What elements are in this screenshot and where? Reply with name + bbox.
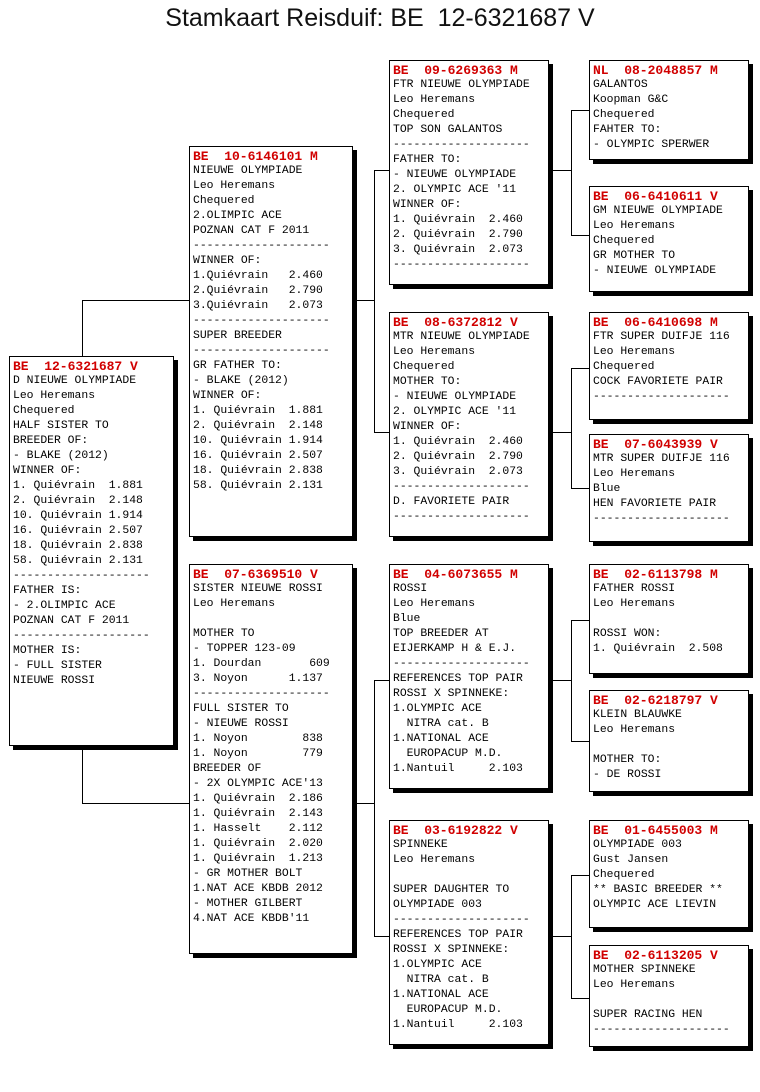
pigeon-card-father-mother-father: [589, 312, 749, 420]
card-text-line: - BLAKE (2012): [193, 375, 289, 387]
connector-line: [571, 620, 589, 621]
card-text-line: 2. OLYMPIC ACE '11: [393, 184, 517, 196]
card-text-line: 1.NAT ACE KBDB 2012: [193, 883, 323, 895]
card-text-line: Chequered: [593, 869, 655, 881]
card-text-line: - DE ROSSI: [593, 769, 662, 781]
card-text-line: FULL SISTER TO: [193, 703, 289, 715]
card-text-line: - 2.OLIMPIC ACE: [13, 600, 116, 612]
card-text-line: - NIEUWE OLYMPIADE: [593, 265, 717, 277]
ring-number: BE 06-6410611 V: [593, 189, 718, 204]
card-text-line: ROSSI X SPINNEKE:: [393, 688, 510, 700]
connector-line: [571, 620, 572, 742]
card-text-line: HEN FAVORIETE PAIR: [593, 498, 717, 510]
card-text-line: 1.Nantuil 2.103: [393, 763, 523, 775]
card-text-line: 1. Quiévrain 2.460: [393, 214, 523, 226]
card-text-line: 1. Quiévrain 1.881: [13, 480, 143, 492]
card-text-line: Gust Jansen: [593, 854, 669, 866]
pigeon-card-mother-mother: [389, 820, 549, 1045]
card-text-line: 1. Quiévrain 2.460: [393, 436, 523, 448]
card-text-line: FATHER TO:: [393, 154, 462, 166]
card-text-line: MTR NIEUWE OLYMPIADE: [393, 331, 530, 343]
card-text-line: 10. Quiévrain 1.914: [13, 510, 143, 522]
card-text-line: Leo Heremans: [593, 220, 676, 232]
card-text-line: SPINNEKE: [393, 839, 448, 851]
card-text-line: MOTHER IS:: [13, 645, 82, 657]
card-text-line: - MOTHER GILBERT: [193, 898, 303, 910]
separator-line: --------------------: [393, 914, 530, 926]
card-text-line: - NIEUWE ROSSI: [193, 718, 289, 730]
connector-line: [374, 170, 375, 433]
card-text-line: Leo Heremans: [393, 346, 476, 358]
card-text-line: GALANTOS: [593, 79, 648, 91]
card-text-line: - OLYMPIC SPERWER: [593, 139, 710, 151]
card-text-line: NITRA cat. B: [393, 974, 489, 986]
card-text-line: Leo Heremans: [593, 346, 676, 358]
connector-line: [571, 110, 589, 111]
card-text-line: D NIEUWE OLYMPIADE: [13, 375, 137, 387]
connector-line: [549, 170, 572, 171]
card-text-line: 1.Nantuil 2.103: [393, 1019, 523, 1031]
connector-line: [82, 300, 189, 301]
card-text-line: NITRA cat. B: [393, 718, 489, 730]
card-text-line: Blue: [593, 483, 621, 495]
connector-line: [374, 170, 389, 171]
card-text-line: 1. Quiévrain 2.143: [193, 808, 323, 820]
card-text-line: Leo Heremans: [193, 180, 276, 192]
card-text-line: HALF SISTER TO: [13, 420, 109, 432]
card-text-line: POZNAN CAT F 2011: [13, 615, 130, 627]
card-text-line: 16. Quiévrain 2.507: [193, 450, 323, 462]
ring-number: BE 07-6043939 V: [593, 437, 718, 452]
card-text-line: Leo Heremans: [593, 724, 676, 736]
ring-number: BE 08-6372812 V: [393, 315, 518, 330]
connector-line: [571, 488, 589, 489]
card-text-line: 2. Quiévrain 2.790: [393, 229, 523, 241]
card-text-line: Chequered: [393, 109, 455, 121]
connector-line: [571, 235, 589, 236]
card-text-line: 1.NATIONAL ACE: [393, 733, 489, 745]
card-text-line: FATHER ROSSI: [593, 583, 676, 595]
separator-line: --------------------: [193, 315, 330, 327]
card-text-line: 2. Quiévrain 2.790: [393, 451, 523, 463]
card-text-line: ROSSI WON:: [593, 628, 662, 640]
card-text-line: Chequered: [193, 195, 255, 207]
card-text-line: Koopman G&C: [593, 94, 669, 106]
card-text-line: WINNER OF:: [193, 255, 262, 267]
card-text-line: Leo Heremans: [593, 468, 676, 480]
card-text-line: 1. Quiévrain 2.020: [193, 838, 323, 850]
card-text-line: Chequered: [13, 405, 75, 417]
connector-line: [374, 432, 389, 433]
card-text-line: WINNER OF:: [193, 390, 262, 402]
card-text-line: 1.NATIONAL ACE: [393, 989, 489, 1001]
pigeon-card-mother: [189, 564, 353, 954]
card-text-line: FTR SUPER DUIFJE 116: [593, 331, 730, 343]
card-text-line: [593, 612, 745, 627]
ring-number: BE 10-6146101 M: [193, 149, 318, 164]
card-text-line: Leo Heremans: [593, 979, 676, 991]
connector-line: [353, 300, 375, 301]
ring-number: BE 03-6192822 V: [393, 823, 518, 838]
card-text-line: FAHTER TO:: [593, 124, 662, 136]
card-text-line: BREEDER OF: [193, 763, 262, 775]
card-text-line: OLYMPIADE 003: [393, 899, 482, 911]
card-text-line: Leo Heremans: [393, 598, 476, 610]
separator-line: --------------------: [393, 658, 530, 670]
card-text-line: SUPER BREEDER: [193, 330, 282, 342]
card-text-line: - NIEUWE OLYMPIADE: [393, 391, 517, 403]
connector-line: [353, 803, 375, 804]
card-text-line: MOTHER TO: [193, 628, 255, 640]
card-text-line: 18. Quiévrain 2.838: [13, 540, 143, 552]
ring-number: NL 08-2048857 M: [593, 63, 718, 78]
connector-line: [374, 936, 389, 937]
pigeon-card-father-mother-mother: [589, 434, 749, 542]
pigeon-card-mother-mother-mother: [589, 945, 749, 1047]
ring-number: BE 09-6269363 M: [393, 63, 518, 78]
connector-line: [571, 875, 589, 876]
card-text-line: SUPER DAUGHTER TO: [393, 884, 510, 896]
pigeon-card-father: [189, 146, 353, 537]
card-text-line: - GR MOTHER BOLT: [193, 868, 303, 880]
card-text-line: GM NIEUWE OLYMPIADE: [593, 205, 723, 217]
card-text-line: - TOPPER 123-09: [193, 643, 296, 655]
connector-line: [374, 680, 389, 681]
card-text-line: Chequered: [593, 361, 655, 373]
ring-number: BE 06-6410698 M: [593, 315, 718, 330]
card-text-line: 1. Noyon 779: [193, 748, 323, 760]
pigeon-card-father-mother: [389, 312, 549, 537]
card-text-line: OLYMPIC ACE LIEVIN: [593, 899, 717, 911]
connector-line: [82, 300, 83, 357]
card-text-line: BREEDER OF:: [13, 435, 89, 447]
card-text-line: 1. Quiévrain 1.213: [193, 853, 323, 865]
card-text-line: 1. Dourdan 609: [193, 658, 330, 670]
card-text-line: 4.NAT ACE KBDB'11: [193, 913, 310, 925]
card-text-line: SISTER NIEUWE ROSSI: [193, 583, 323, 595]
connector-line: [571, 368, 572, 489]
card-text-line: 2.Quiévrain 2.790: [193, 285, 323, 297]
card-text-line: 2. Quiévrain 2.148: [13, 495, 143, 507]
card-text-line: REFERENCES TOP PAIR: [393, 929, 523, 941]
connector-line: [571, 368, 589, 369]
connector-line: [571, 998, 589, 999]
card-text-line: GR FATHER TO:: [193, 360, 282, 372]
card-text-line: [193, 612, 349, 627]
card-text-line: D. FAVORIETE PAIR: [393, 496, 510, 508]
card-text-line: OLYMPIADE 003: [593, 839, 682, 851]
card-text-line: 2.OLIMPIC ACE: [193, 210, 282, 222]
card-text-line: GR MOTHER TO: [593, 250, 676, 262]
card-text-line: KLEIN BLAUWKE: [593, 709, 682, 721]
card-text-line: TOP BREEDER AT: [393, 628, 489, 640]
card-text-line: MOTHER TO:: [393, 376, 462, 388]
ring-number: BE 02-6113798 M: [593, 567, 718, 582]
card-text-line: Chequered: [393, 361, 455, 373]
card-text-line: 1.Quiévrain 2.460: [193, 270, 323, 282]
card-text-line: - NIEUWE OLYMPIADE: [393, 169, 517, 181]
card-text-line: 3.Quiévrain 2.073: [193, 300, 323, 312]
ring-number: BE 01-6455003 M: [593, 823, 718, 838]
card-text-line: WINNER OF:: [393, 199, 462, 211]
card-text-line: Blue: [393, 613, 421, 625]
card-text-line: 3. Quiévrain 2.073: [393, 466, 523, 478]
card-text-line: NIEUWE OLYMPIADE: [193, 165, 303, 177]
card-text-line: 1. Quiévrain 2.186: [193, 793, 323, 805]
card-text-line: [593, 738, 745, 753]
separator-line: --------------------: [393, 511, 530, 523]
separator-line: --------------------: [393, 139, 530, 151]
card-text-line: EIJERKAMP H & E.J.: [393, 643, 517, 655]
card-text-line: FTR NIEUWE OLYMPIADE: [393, 79, 530, 91]
card-text-line: SUPER RACING HEN: [593, 1009, 703, 1021]
card-text-line: [393, 868, 545, 883]
card-text-line: Leo Heremans: [393, 94, 476, 106]
card-text-line: Leo Heremans: [593, 598, 676, 610]
pigeon-card-mother-father: [389, 564, 549, 789]
separator-line: --------------------: [13, 630, 150, 642]
card-text-line: ROSSI X SPINNEKE:: [393, 944, 510, 956]
card-text-line: FATHER IS:: [13, 585, 82, 597]
card-text-line: 58. Quiévrain 2.131: [193, 480, 323, 492]
connector-line: [82, 746, 83, 804]
card-text-line: Leo Heremans: [193, 598, 276, 610]
card-text-line: TOP SON GALANTOS: [393, 124, 503, 136]
card-text-line: [593, 993, 745, 1008]
card-text-line: ROSSI: [393, 583, 428, 595]
card-text-line: - FULL SISTER: [13, 660, 102, 672]
card-text-line: Leo Heremans: [393, 854, 476, 866]
pigeon-card-subject: [9, 356, 174, 746]
card-text-line: 2. OLYMPIC ACE '11: [393, 406, 517, 418]
connector-line: [82, 803, 189, 804]
connector-line: [571, 741, 589, 742]
card-text-line: 2. Quiévrain 2.148: [193, 420, 323, 432]
card-text-line: NIEUWE ROSSI: [13, 675, 96, 687]
card-text-line: 1. Quiévrain 2.508: [593, 643, 723, 655]
card-text-line: 1. Hasselt 2.112: [193, 823, 323, 835]
card-text-line: MTR SUPER DUIFJE 116: [593, 453, 730, 465]
page-title: Stamkaart Reisduif: BE 12-6321687 V: [165, 4, 595, 32]
separator-line: --------------------: [593, 513, 730, 525]
pigeon-card-mother-father-mother: [589, 690, 749, 792]
card-text-line: 1. Quiévrain 1.881: [193, 405, 323, 417]
card-text-line: 3. Noyon 1.137: [193, 673, 323, 685]
connector-line: [549, 936, 572, 937]
card-text-line: 18. Quiévrain 2.838: [193, 465, 323, 477]
card-text-line: - BLAKE (2012): [13, 450, 109, 462]
separator-line: --------------------: [193, 688, 330, 700]
connector-line: [571, 110, 572, 236]
ring-number: BE 12-6321687 V: [13, 359, 138, 374]
card-text-line: POZNAN CAT F 2011: [193, 225, 310, 237]
separator-line: --------------------: [393, 481, 530, 493]
card-text-line: REFERENCES TOP PAIR: [393, 673, 523, 685]
connector-line: [374, 680, 375, 937]
card-text-line: - 2X OLYMPIC ACE'13: [193, 778, 323, 790]
separator-line: --------------------: [593, 1024, 730, 1036]
card-text-line: MOTHER SPINNEKE: [593, 964, 696, 976]
card-text-line: 58. Quiévrain 2.131: [13, 555, 143, 567]
pigeon-card-mother-mother-father: [589, 820, 749, 928]
connector-line: [549, 680, 572, 681]
card-text-line: 16. Quiévrain 2.507: [13, 525, 143, 537]
card-text-line: EUROPACUP M.D.: [393, 748, 503, 760]
separator-line: --------------------: [393, 259, 530, 271]
card-text-line: Chequered: [593, 235, 655, 247]
separator-line: --------------------: [193, 240, 330, 252]
pigeon-card-mother-father-father: [589, 564, 749, 674]
pigeon-card-father-father-father: [589, 60, 749, 160]
ring-number: BE 02-6218797 V: [593, 693, 718, 708]
card-text-line: EUROPACUP M.D.: [393, 1004, 503, 1016]
card-text-line: MOTHER TO:: [593, 754, 662, 766]
separator-line: --------------------: [593, 391, 730, 403]
card-text-line: 10. Quiévrain 1.914: [193, 435, 323, 447]
ring-number: BE 02-6113205 V: [593, 948, 718, 963]
card-text-line: 3. Quiévrain 2.073: [393, 244, 523, 256]
pigeon-card-father-father: [389, 60, 549, 285]
card-text-line: WINNER OF:: [393, 421, 462, 433]
connector-line: [571, 875, 572, 999]
separator-line: --------------------: [13, 570, 150, 582]
pigeon-card-father-father-mother: [589, 186, 749, 292]
card-text-line: 1. Noyon 838: [193, 733, 323, 745]
card-text-line: WINNER OF:: [13, 465, 82, 477]
card-text-line: 1.OLYMPIC ACE: [393, 959, 482, 971]
card-text-line: Leo Heremans: [13, 390, 96, 402]
card-text-line: COCK FAVORIETE PAIR: [593, 376, 723, 388]
connector-line: [549, 432, 572, 433]
card-text-line: Chequered: [593, 109, 655, 121]
card-text-line: 1.OLYMPIC ACE: [393, 703, 482, 715]
separator-line: --------------------: [193, 345, 330, 357]
ring-number: BE 04-6073655 M: [393, 567, 518, 582]
card-text-line: ** BASIC BREEDER **: [593, 884, 723, 896]
ring-number: BE 07-6369510 V: [193, 567, 318, 582]
